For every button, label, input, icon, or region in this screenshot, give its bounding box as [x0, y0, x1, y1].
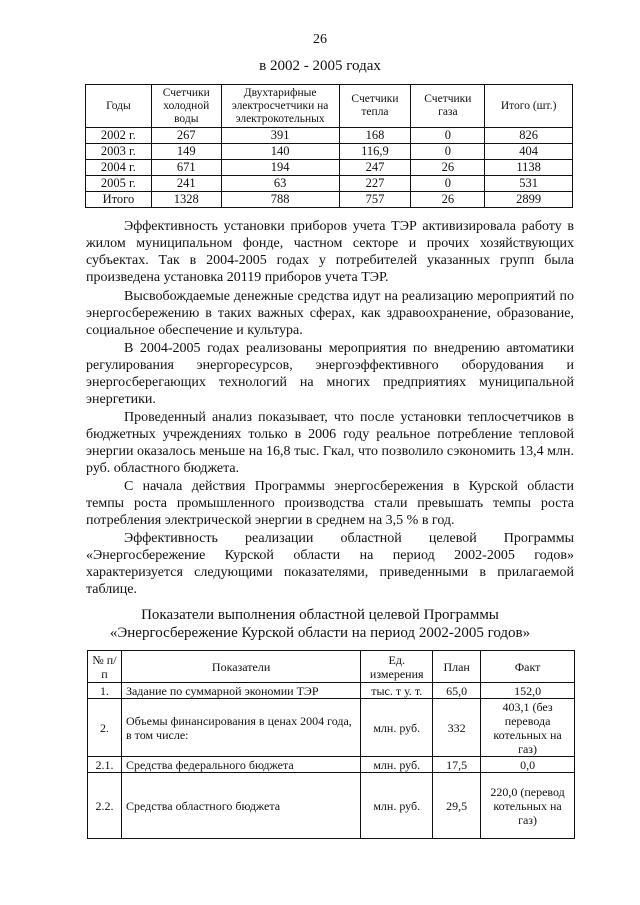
table-cell: 140: [221, 144, 339, 160]
table-row: [86, 160, 573, 176]
table-cell: 391: [221, 128, 339, 144]
paragraph-text: С начала действия Программы энергосбережения в Курской области темпы роста промышленного производства стали превышать темпы роста потребления электрической энергии в среднем на 3,5 % в год.: [86, 479, 574, 528]
table-cell: Объемы финансирования в ценах 2004 года, в том числе:: [121, 699, 360, 757]
program-indicators-table: [87, 650, 575, 839]
table-cell: 0: [411, 128, 485, 144]
table-cell: 116,9: [339, 144, 411, 160]
paragraph-text: В 2004-2005 годах реализованы мероприятия по внедрению автоматики регулирования энергоресурсов, энергоэффективного оборудования и энергосберегающих технологий на многих предприятиях муниципальной энергетики.: [86, 341, 574, 407]
header-cell: Факт: [481, 651, 575, 683]
table-row: [88, 757, 575, 773]
table-cell: 2005 г.: [86, 176, 152, 192]
paragraph: [86, 340, 574, 408]
table-cell: 241: [151, 176, 221, 192]
table-cell: Средства федерального бюджета: [121, 757, 360, 773]
paragraph: [86, 530, 574, 598]
table-cell: млн. руб.: [361, 699, 433, 757]
table-header-row: [86, 85, 573, 128]
header-cell: План: [433, 651, 481, 683]
table-cell: 2002 г.: [86, 128, 152, 144]
table-cell: 26: [411, 160, 485, 176]
table-cell: 2.2.: [88, 773, 122, 839]
table-row: [88, 683, 575, 699]
table-cell: 194: [221, 160, 339, 176]
meters-table: [85, 84, 573, 208]
table-cell: 671: [151, 160, 221, 176]
paragraph: [86, 288, 574, 339]
header-cell: Счетчики газа: [411, 85, 485, 128]
table-cell: 227: [339, 176, 411, 192]
paragraph: [86, 409, 574, 477]
table-cell: Средства областного бюджета: [121, 773, 360, 839]
header-cell: Счетчики тепла: [339, 85, 411, 128]
table2-title-line1: Показатели выполнения областной целевой Программы: [141, 607, 499, 623]
table-cell: 2.1.: [88, 757, 122, 773]
header-cell: Ед. измерения: [361, 651, 433, 683]
table-cell: 0,0: [481, 757, 575, 773]
table-cell: 220,0 (перевод котельных на газ): [481, 773, 575, 839]
paragraph-text: Проведенный анализ показывает, что после установки теплосчетчиков в бюджетных учреждениях только в 2006 году реальное потребление тепловой энергии оказалось меньше на 16,8 тыс. Гкал, что позволило сэкономить 13,4 млн. руб. областного бюджета.: [86, 410, 574, 476]
paragraph: [86, 478, 574, 529]
header-cell: № п/п: [88, 651, 122, 683]
header-cell: Годы: [86, 85, 152, 128]
table-cell: млн. руб.: [361, 773, 433, 839]
table-cell: 152,0: [481, 683, 575, 699]
table-cell: 168: [339, 128, 411, 144]
table-cell: 149: [151, 144, 221, 160]
table-cell: 267: [151, 128, 221, 144]
table-row: [88, 773, 575, 839]
header-cell: Итого (шт.): [485, 85, 573, 128]
paragraph-text: Высвобождаемые денежные средства идут на реализацию мероприятий по энергосбережению в таких важных сферах, как здравоохранение, образование, социальное обеспечение и культура.: [86, 289, 574, 338]
table-cell: 2899: [485, 192, 573, 208]
table-cell: 826: [485, 128, 573, 144]
table-row: [86, 144, 573, 160]
table-cell: 26: [411, 192, 485, 208]
paragraph-text: Эффективность реализации областной целевой Программы «Энергосбережение Курской области на период 2002-2005 годов» характеризуется следующими показателями, приведенными в прилагаемой таблице.: [86, 531, 574, 597]
table-cell: 17,5: [433, 757, 481, 773]
table2-title-line2: «Энергосбережение Курской области на период 2002-2005 годов»: [109, 625, 531, 641]
table-cell: тыс. т у. т.: [361, 683, 433, 699]
table-row: [86, 176, 573, 192]
table-cell: 247: [339, 160, 411, 176]
table-cell: 2003 г.: [86, 144, 152, 160]
table-cell: млн. руб.: [361, 757, 433, 773]
table-cell: 63: [221, 176, 339, 192]
table-cell: 65,0: [433, 683, 481, 699]
table-row: [88, 699, 575, 757]
header-cell: Двухтарифные электросчетчики на электрокотельных: [221, 85, 339, 128]
paragraph-text: Эффективность установки приборов учета ТЭР активизировала работу в жилом муниципальном фонде, частном секторе и прочих хозяйствующих субъектах. Так в 2004-2005 годах у потребителей указанных групп была произведена установка 20119 приборов учета ТЭР.: [86, 219, 574, 285]
paragraph: [86, 218, 574, 286]
table-cell: 1138: [485, 160, 573, 176]
table-cell: 1.: [88, 683, 122, 699]
table-cell: 29,5: [433, 773, 481, 839]
table-header-row: [88, 651, 575, 683]
header-cell: Показатели: [121, 651, 360, 683]
page-number: 26: [313, 32, 327, 47]
table-cell: 0: [411, 176, 485, 192]
table-cell: 332: [433, 699, 481, 757]
table-cell: 788: [221, 192, 339, 208]
table-cell: 757: [339, 192, 411, 208]
table-subtitle: в 2002 - 2005 годах: [259, 58, 381, 74]
table-cell: 0: [411, 144, 485, 160]
table-cell: 403,1 (без перевода котельных на газ): [481, 699, 575, 757]
table-cell: 2.: [88, 699, 122, 757]
table-cell: 404: [485, 144, 573, 160]
table-total-row: [86, 192, 573, 208]
table-cell: 2004 г.: [86, 160, 152, 176]
table-cell: 1328: [151, 192, 221, 208]
table-cell: Задание по суммарной экономии ТЭР: [121, 683, 360, 699]
header-cell: Счетчики холодной воды: [151, 85, 221, 128]
table-cell: 531: [485, 176, 573, 192]
table-cell: Итого: [86, 192, 152, 208]
table-row: [86, 128, 573, 144]
